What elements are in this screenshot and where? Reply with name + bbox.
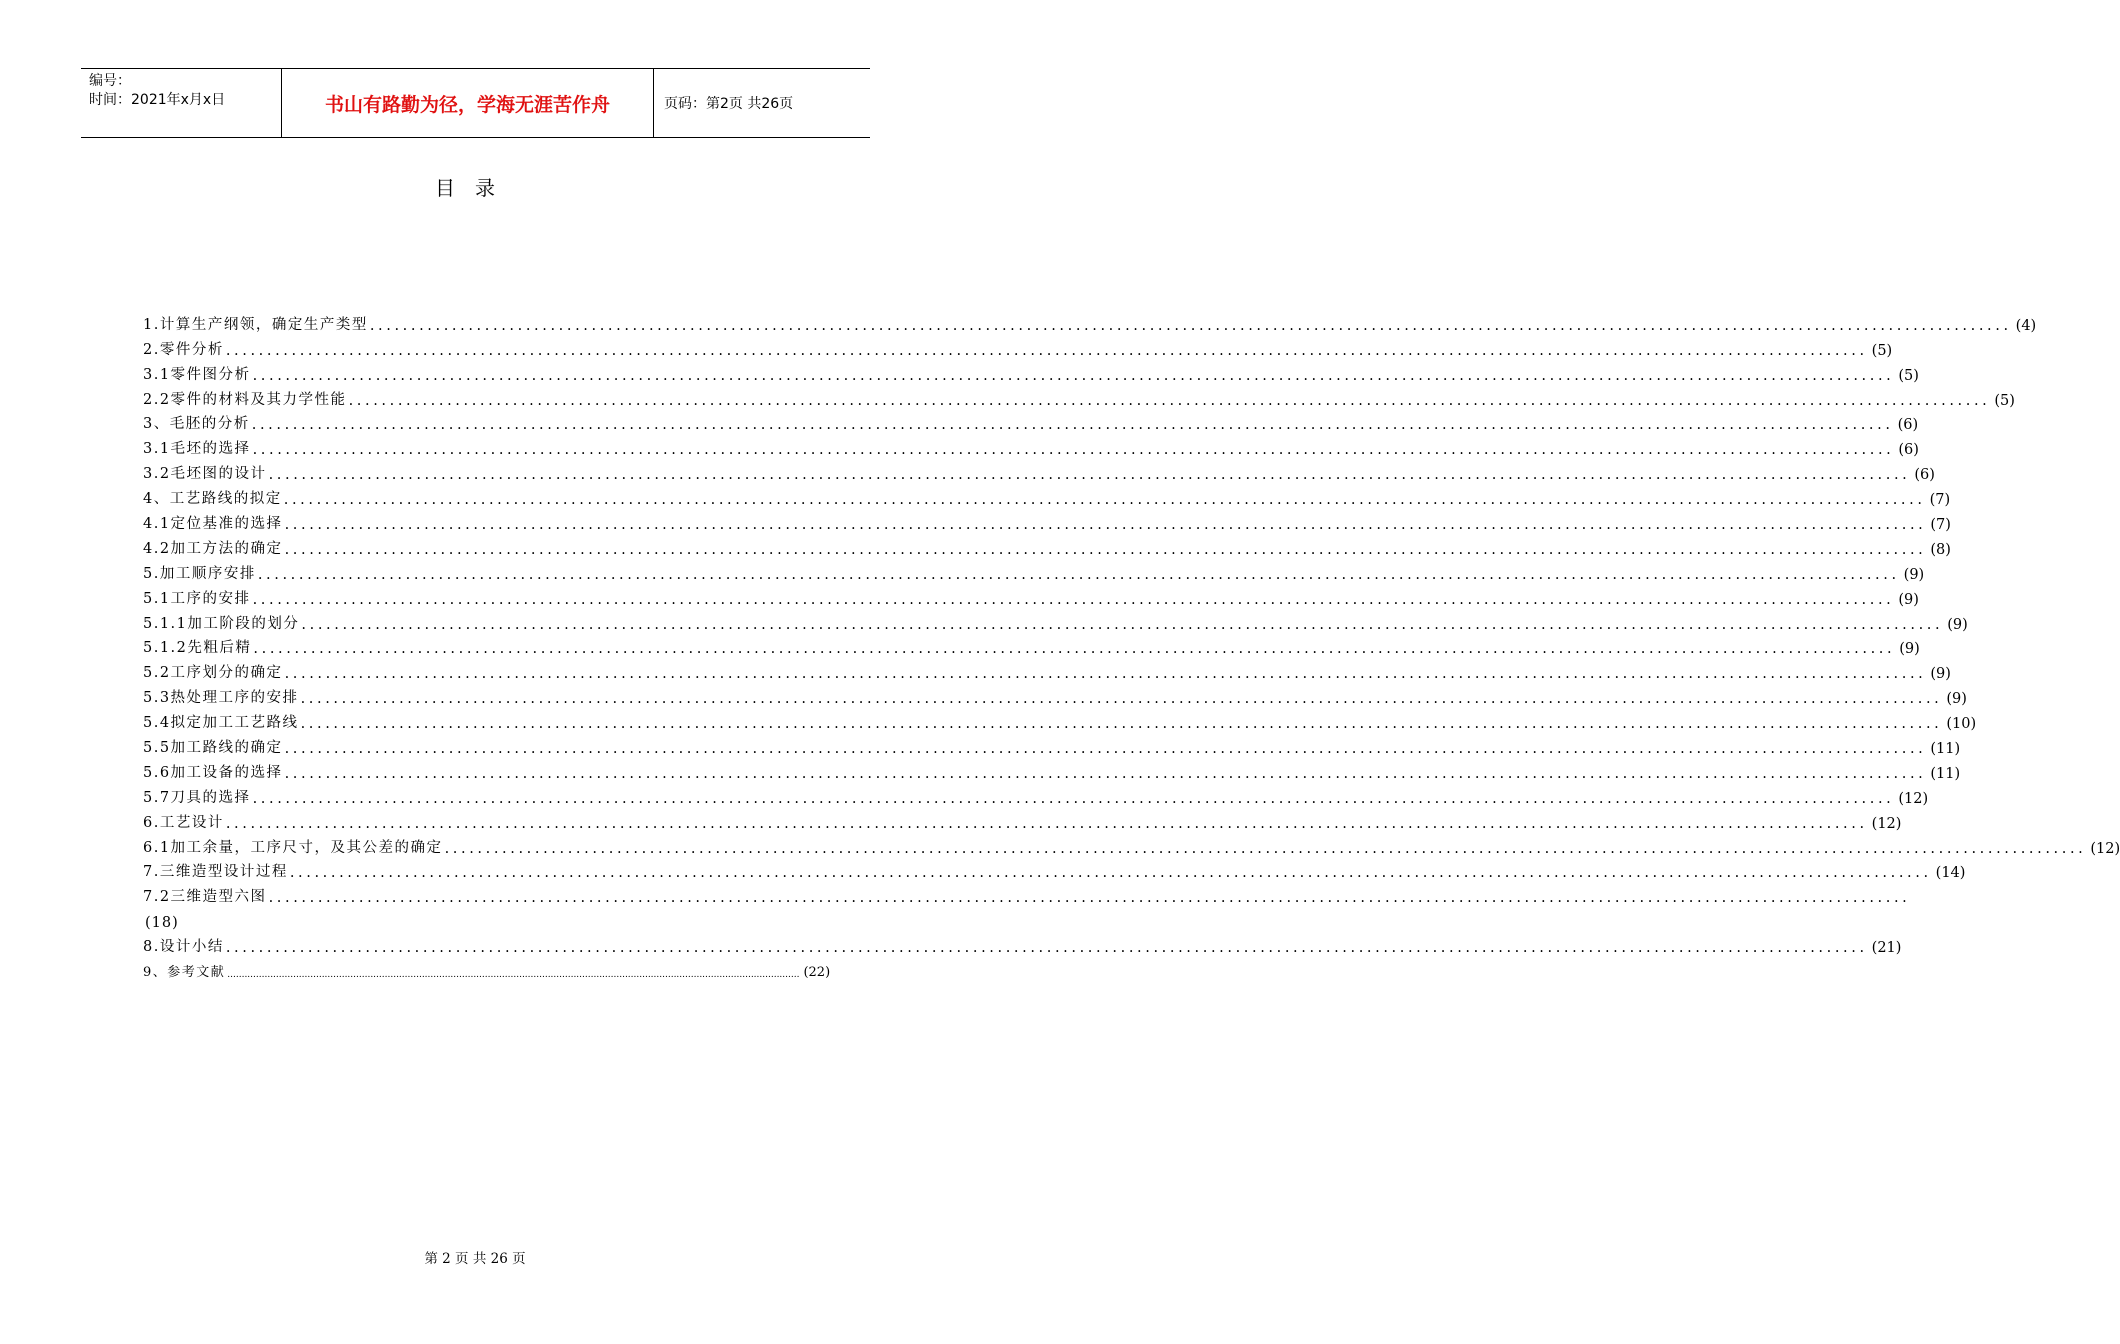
toc-entry-label: 7.2三维造型六图	[143, 889, 267, 906]
toc-entry-page: (12)	[1898, 790, 1929, 807]
toc-entry	[143, 757, 1961, 782]
toc-dot-leader: ........................................................................................................................................................................................................	[284, 666, 1927, 683]
toc-entry-label: 5.1工序的安排	[143, 590, 251, 607]
motto-text: 书山有路勤为径，学海无涯苦作舟	[324, 93, 610, 116]
number-label: 编号：	[89, 73, 131, 89]
toc-entry-label: 4.1定位基准的选择	[143, 516, 283, 533]
toc-entry-page: (9)	[1898, 591, 1919, 608]
toc-dot-leader: ........................................................................................................................................................................................................	[252, 442, 1895, 459]
toc-entry	[143, 558, 1925, 583]
toc-dot-leader: ........................................................................................................................................................................................................	[284, 517, 1927, 534]
toc-entry-page: (22)	[803, 965, 831, 981]
toc-entry	[143, 483, 1951, 509]
toc-entry-label: 1.计算生产纲领，确定生产类型	[143, 316, 368, 333]
toc-entry-page: (9)	[1930, 666, 1951, 683]
toc-entry	[143, 956, 831, 981]
toc-dot-leader: ........................................................................................................................................................................................................	[253, 641, 1896, 658]
toc-entry-page: (10)	[1946, 716, 1977, 733]
toc-entry-page: (9)	[1947, 616, 1968, 633]
toc-entry-label: 7.三维造型设计过程	[143, 864, 288, 881]
toc-entry	[143, 881, 1911, 907]
toc-dot-leader: ........................................................................................................................................................................................................	[252, 367, 1895, 384]
toc-entry-label: 5.加工顺序安排	[143, 565, 256, 582]
toc-entry	[143, 633, 1920, 658]
toc-entry-label: 5.2工序划分的确定	[143, 665, 283, 682]
header-table	[81, 68, 870, 138]
toc-dot-leader: ........................................................................................................................................................................................................	[225, 815, 1868, 832]
toc-entry	[143, 309, 2037, 334]
toc-dot-leader: ........................................................................................................................................................................................................	[284, 741, 1927, 758]
toc-dot-leader: ........................................................................................................................................................................................................	[252, 591, 1895, 608]
toc-dot-leader: ........................................................................................................................................................................................................	[300, 691, 1943, 708]
toc-entry	[143, 458, 1935, 484]
toc-entry-page: (12)	[2090, 840, 2120, 857]
toc-entry-page: (7)	[1930, 517, 1951, 534]
toc-entry-label: 8.设计小结	[143, 939, 224, 956]
toc-entry	[143, 608, 1968, 633]
toc-dot-leader: ........................................................................................................................................................................................................	[225, 940, 1868, 957]
toc-entry-label: 2.2零件的材料及其力学性能	[143, 391, 347, 408]
toc-entry-page: (6)	[1914, 467, 1935, 484]
toc-entry	[143, 906, 805, 931]
toc-entry	[143, 732, 1961, 758]
toc-entry-page: (4)	[2015, 317, 2037, 334]
toc-entry-label: 3.1零件图分析	[143, 366, 251, 383]
toc-entry-label: 3.2毛坯图的设计	[143, 466, 267, 483]
toc-entry	[143, 583, 1919, 608]
toc-entry-page: (7)	[1929, 492, 1951, 509]
toc-entry-page: (9)	[1946, 691, 1967, 708]
toc-entry-page: (18)	[145, 915, 179, 932]
toc-entry	[143, 334, 1893, 359]
toc-entry-page: (6)	[1897, 417, 1919, 434]
toc-dot-leader: ........................................................................................................................................................................................................	[252, 790, 1895, 807]
toc-dot-leader: ........................................................................................................................................................................................................	[284, 765, 1927, 782]
toc-entry-label: 4.2加工方法的确定	[143, 540, 283, 557]
toc-entry-label: 6.1加工余量，工序尺寸，及其公差的确定	[143, 839, 443, 856]
toc-entry-page: (5)	[1994, 392, 2015, 409]
toc-dot-leader: ........................................................................................................................................................................................................	[268, 890, 1911, 907]
toc-entry-label: 5.1.1加工阶段的划分	[143, 615, 300, 632]
toc-entry-page: (21)	[1871, 940, 1902, 957]
toc-entry	[143, 533, 1951, 558]
time-label: 时间：2021年x月x日	[89, 92, 226, 108]
toc-entry-label: 5.3热处理工序的安排	[143, 690, 299, 707]
toc-entry-label: 3.1毛坯的选择	[143, 441, 251, 458]
toc-entry-label: 5.7刀具的选择	[143, 789, 251, 806]
toc-entry-page: (14)	[1935, 865, 1966, 882]
toc-entry	[143, 433, 1919, 459]
toc-entry	[143, 782, 1929, 807]
toc-dot-leader: ........................................................................................................................................................................................................	[284, 541, 1927, 558]
toc-entry-label: 5.5加工路线的确定	[143, 740, 283, 757]
toc-dot-leader: ........................................................................................................................................................................................................	[348, 392, 1991, 409]
toc-entry-page: (6)	[1898, 442, 1919, 459]
toc-entry	[143, 384, 2015, 409]
toc-dot-leader: ........................................................................................................................................................................................................	[300, 716, 1943, 733]
toc-entry	[143, 657, 1951, 683]
toc-entry	[143, 682, 1967, 708]
toc-dot-leader: ........................................................................................................................................................................................................	[301, 616, 1944, 633]
toc-dot-leader: ........................................................................................................................................................................................................	[251, 417, 1894, 434]
toc-dot-leader: ........................................................................................................................................................................................................	[257, 566, 1900, 583]
toc-dot-leader: ........................................................................................................................................................................................................	[227, 970, 800, 981]
toc-dot-leader: ........................................................................................................................................................................................................	[289, 865, 1932, 882]
page-footer: 第 2 页 共 26 页	[424, 1251, 526, 1267]
toc-entry-label: 5.1.2先粗后精	[143, 640, 252, 657]
toc-entry-label: 5.6加工设备的选择	[143, 764, 283, 781]
toc-entry-page: (5)	[1871, 342, 1893, 359]
toc-entry-page: (9)	[1903, 566, 1925, 583]
header-meta-cell	[81, 69, 282, 137]
page-title: 目录	[435, 176, 515, 200]
toc-dot-leader: ........................................................................................................................................................................................................	[283, 492, 1926, 509]
toc-entry	[143, 807, 1902, 832]
toc-dot-leader: ........................................................................................................................................................................................................	[369, 317, 2012, 334]
toc-entry-label: 4、工艺路线的拟定	[143, 491, 282, 508]
toc-entry-page: (5)	[1898, 367, 1919, 384]
toc-entry-label: 2.零件分析	[143, 341, 224, 358]
toc-entry-page: (9)	[1899, 641, 1920, 658]
toc-entry	[143, 508, 1951, 534]
toc-entry-page: (11)	[1930, 741, 1961, 758]
toc-entry	[143, 359, 1919, 384]
toc-entry-label: 6.工艺设计	[143, 814, 224, 831]
table-of-contents	[143, 309, 2120, 981]
page-info-cell	[654, 69, 870, 137]
toc-entry	[143, 857, 1966, 882]
toc-entry-page: (12)	[1871, 815, 1902, 832]
toc-entry-page: (11)	[1930, 765, 1961, 782]
toc-entry-label: 9、参考文献	[143, 965, 226, 981]
toc-entry	[143, 931, 1902, 957]
toc-entry-label: 5.4拟定加工工艺路线	[143, 715, 299, 732]
toc-dot-leader: ........................................................................................................................................................................................................	[444, 840, 2087, 857]
toc-dot-leader: ........................................................................................................................................................................................................	[268, 467, 1911, 484]
toc-entry-label: 3、毛胚的分析	[143, 416, 250, 433]
toc-entry	[143, 707, 1977, 733]
page-info-text: 页码：第2页 共26页	[664, 96, 794, 112]
toc-dot-leader: ........................................................................................................................................................................................................	[225, 342, 1868, 359]
toc-entry	[143, 409, 1919, 434]
toc-entry-page: (8)	[1930, 541, 1951, 558]
motto-cell	[282, 69, 654, 137]
toc-entry	[143, 832, 2120, 857]
